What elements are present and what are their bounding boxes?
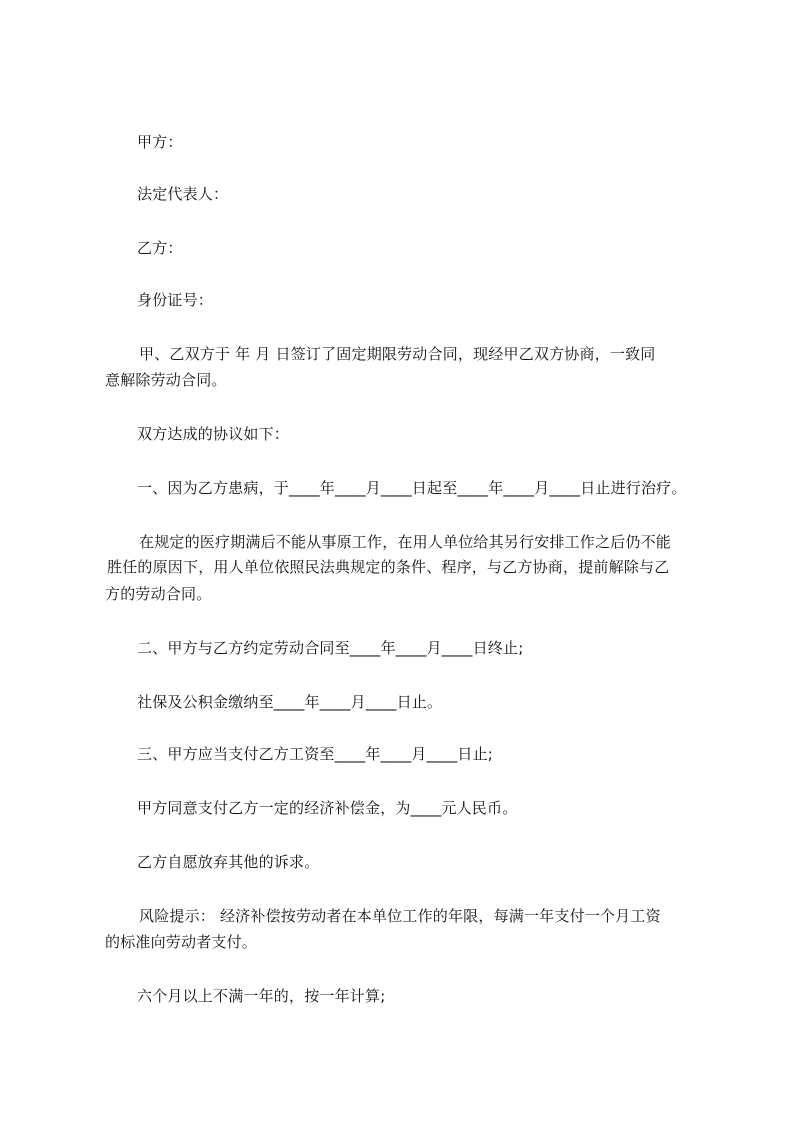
agreement-intro: 双方达成的协议如下： [137, 425, 290, 443]
id-number-label: 身份证号： [137, 291, 214, 309]
termination-paragraph-line-2: 意解除劳动合同。 [105, 371, 227, 389]
clause-two: 二、甲方与乙方约定劳动合同至____年____月____日终止; [137, 639, 524, 657]
clause-three: 三、甲方应当支付乙方工资至____年____月____日止; [137, 745, 494, 763]
medical-paragraph-line-1: 在规定的医疗期满后不能从事原工作，在用人单位给其另行安排工作之后仍不能 [139, 533, 672, 551]
legal-representative-label: 法定代表人： [137, 185, 229, 203]
six-months-rule: 六个月以上不满一年的，按一年计算; [137, 987, 386, 1005]
risk-notice-line-1: 风险提示： 经济补偿按劳动者在本单位工作的年限，每满一年支付一个月工资 [139, 907, 661, 925]
party-b-label: 乙方： [137, 239, 183, 257]
social-insurance-line: 社保及公积金缴纳至____年____月____日止。 [137, 693, 443, 711]
risk-notice-line-2: 的标准向劳动者支付。 [105, 933, 258, 951]
clause-one: 一、因为乙方患病，于____年____月____日起至____年____月____日止进行治疗。 [137, 479, 687, 497]
termination-paragraph-line-1: 甲、乙双方于 年 月 日签订了固定期限劳动合同，现经甲乙双方协商，一致同 [139, 345, 656, 363]
compensation-line: 甲方同意支付乙方一定的经济补偿金，为____元人民币。 [137, 799, 518, 817]
medical-paragraph-line-2: 胜任的原因下，用人单位依照民法典规定的条件、程序，与乙方协商，提前解除与乙 [107, 558, 670, 576]
waiver-line: 乙方自愿放弃其他的诉求。 [137, 853, 320, 871]
party-a-label: 甲方： [137, 133, 183, 151]
medical-paragraph-line-3: 方的劳动合同。 [105, 585, 212, 603]
